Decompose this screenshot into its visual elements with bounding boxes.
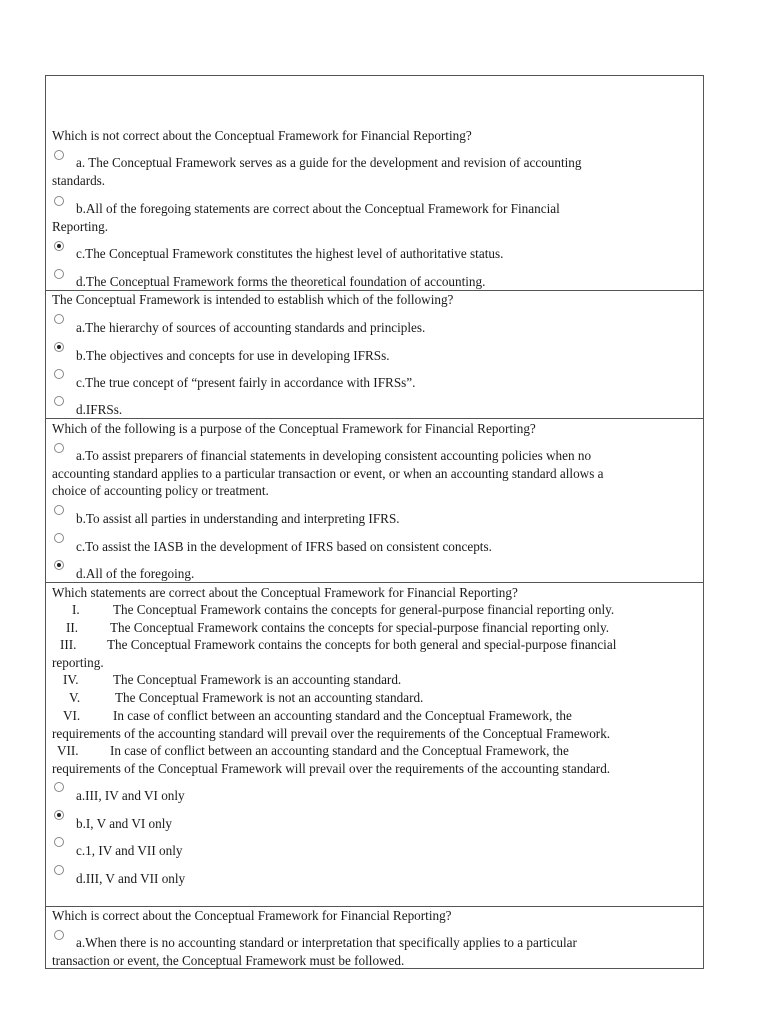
question-text: Which statements are correct about the Conceptual Framework for Financial Reporting? [52, 585, 518, 600]
radio-button[interactable] [54, 505, 64, 515]
question-text: Which is correct about the Conceptual Framework for Financial Reporting? [52, 908, 452, 923]
radio-button-selected[interactable] [54, 241, 64, 251]
question-block [46, 290, 703, 418]
radio-button[interactable] [54, 396, 64, 406]
radio-button[interactable] [54, 269, 64, 279]
answer-option-c[interactable]: c.1, IV and VII only [52, 842, 697, 860]
answer-option-d[interactable]: d.The Conceptual Framework forms the theoretical foundation of accounting. [52, 273, 697, 290]
statement-item: II. The Conceptual Framework contains the concepts for special-purpose financial reporting only. [66, 620, 610, 635]
quiz-page [45, 75, 704, 969]
radio-button[interactable] [54, 533, 64, 543]
answer-option-b[interactable]: b.I, V and VI only [52, 815, 697, 833]
answer-option-a[interactable]: a.When there is no accounting standard or interpretation that specifically applies to a particular transaction or event, the Conceptual Framework must be followed. [52, 934, 697, 969]
radio-button[interactable] [54, 443, 64, 453]
radio-button[interactable] [54, 865, 64, 875]
question-block [46, 906, 703, 969]
radio-button[interactable] [54, 782, 64, 792]
radio-button-selected[interactable] [54, 342, 64, 352]
answer-option-b[interactable]: b.The objectives and concepts for use in developing IFRSs. [52, 347, 697, 365]
radio-button[interactable] [54, 837, 64, 847]
statement-item: IV. The Conceptual Framework is an accounting standard. [63, 672, 402, 687]
question-text: The Conceptual Framework is intended to establish which of the following? [52, 292, 454, 307]
radio-button[interactable] [54, 369, 64, 379]
answer-option-a[interactable]: a. The Conceptual Framework serves as a guide for the development and revision of accounting standards. [52, 154, 697, 189]
radio-button[interactable] [54, 314, 64, 324]
question-text: Which is not correct about the Conceptual Framework for Financial Reporting? [52, 128, 472, 143]
statement-item: V. The Conceptual Framework is not an accounting standard. [69, 690, 424, 705]
answer-option-b[interactable]: b.To assist all parties in understanding and interpreting IFRS. [52, 510, 697, 528]
radio-button[interactable] [54, 196, 64, 206]
answer-option-a[interactable]: a.To assist preparers of financial statements in developing consistent accounting policies when no accounting standard applies to a particular transaction or event, or when an accounting standard allows a choice of accounting policy or treatment. [52, 447, 697, 500]
answer-option-a[interactable]: a.The hierarchy of sources of accounting standards and principles. [52, 319, 697, 337]
radio-button-selected[interactable] [54, 810, 64, 820]
radio-button[interactable] [54, 150, 64, 160]
statement-item: VI. In case of conflict between an accounting standard and the Conceptual Framework, the requirements of the accounting standard will prevail over the requirements of the Conceptual Framework. [52, 708, 611, 741]
answer-option-a[interactable]: a.III, IV and VI only [52, 787, 697, 805]
question-block [46, 582, 703, 906]
question-text: Which of the following is a purpose of the Conceptual Framework for Financial Reporting? [52, 421, 536, 436]
answer-option-c[interactable]: c.The Conceptual Framework constitutes the highest level of authoritative status. [52, 245, 697, 263]
answer-option-c[interactable]: c.The true concept of “present fairly in accordance with IFRSs”. [52, 374, 697, 392]
answer-option-d[interactable]: d.IFRSs. [52, 401, 697, 418]
radio-button-selected[interactable] [54, 560, 64, 570]
statement-item: VII. In case of conflict between an accounting standard and the Conceptual Framework, the requirements of the Conceptual Framework will prevail over the requirements of the accounting standard. [52, 743, 611, 776]
question-block [46, 418, 703, 582]
statement-item: III. The Conceptual Framework contains the concepts for both general and special-purpose financial reporting. [52, 637, 617, 670]
radio-button[interactable] [54, 930, 64, 940]
statement-item: I. The Conceptual Framework contains the concepts for general-purpose financial reporting only. [72, 602, 615, 617]
question-block [46, 76, 703, 290]
answer-option-b[interactable]: b.All of the foregoing statements are correct about the Conceptual Framework for Financial Reporting. [52, 200, 697, 235]
answer-option-c[interactable]: c.To assist the IASB in the development of IFRS based on consistent concepts. [52, 538, 697, 556]
answer-option-d[interactable]: d.All of the foregoing. [52, 565, 697, 582]
answer-option-d[interactable]: d.III, V and VII only [52, 870, 697, 888]
